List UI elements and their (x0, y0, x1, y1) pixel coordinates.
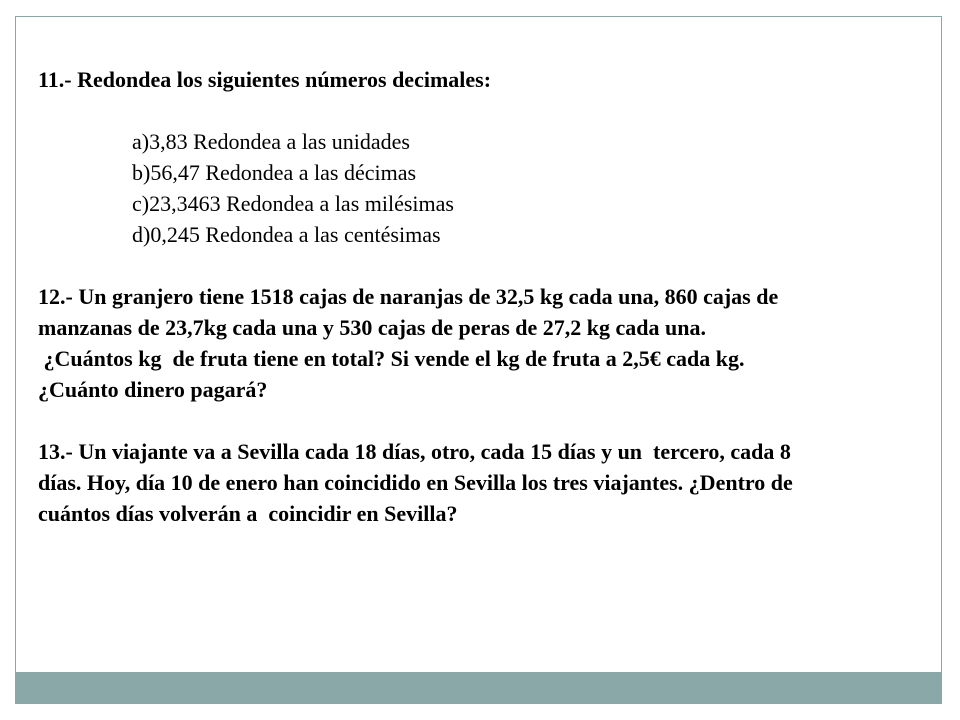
exercise-13-line: 13.- Un viajante va a Sevilla cada 18 días, otro, cada 15 días y un tercero, cada 8 (38, 439, 791, 464)
exercise-12-line: ¿Cuánto dinero pagará? (38, 377, 268, 402)
exercise-11-item-d: d)0,245 Redondea a las centésimas (132, 222, 441, 247)
spacer (38, 250, 918, 281)
exercise-11-title: 11.- Redondea los siguientes números decimales: (38, 67, 492, 92)
exercise-11-item-b: b)56,47 Redondea a las décimas (132, 160, 417, 185)
slide-content (38, 64, 918, 529)
exercise-13-line: días. Hoy, día 10 de enero han coincidido en Sevilla los tres viajantes. ¿Dentro de (38, 470, 793, 495)
spacer (38, 405, 918, 436)
footer-bar (16, 672, 942, 704)
exercise-12-line: manzanas de 23,7kg cada una y 530 cajas de peras de 27,2 kg cada una. (38, 315, 707, 340)
spacer (38, 95, 918, 126)
exercise-13-line: cuántos días volverán a coincidir en Sevilla? (38, 501, 458, 526)
exercise-11-item-a: a)3,83 Redondea a las unidades (132, 129, 410, 154)
exercise-12-line: 12.- Un granjero tiene 1518 cajas de naranjas de 32,5 kg cada una, 860 cajas de (38, 284, 779, 309)
exercise-11-item-c: c)23,3463 Redondea a las milésimas (132, 191, 454, 216)
exercise-12-line: ¿Cuántos kg de fruta tiene en total? Si vende el kg de fruta a 2,5€ cada kg. (38, 346, 745, 371)
